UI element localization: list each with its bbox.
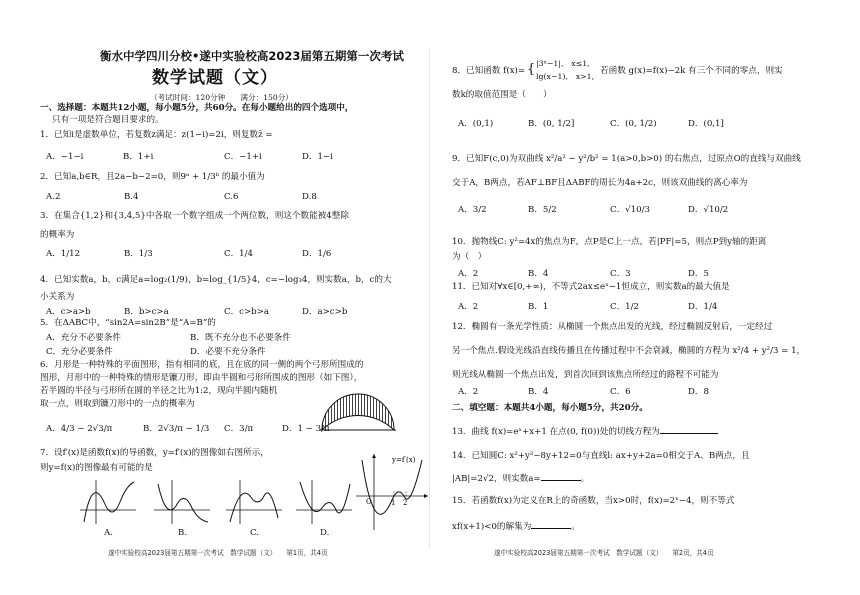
- q12-option-a[interactable]: A．2: [458, 387, 479, 397]
- q6-line2: 图形，月形中的一种特殊的情形是镰刀形，即由半圆和弓形所围成的图形（如下图），: [40, 373, 363, 383]
- q6-line3: 若半圆的半径与弓形所在圆的半径之比为1:2，现向半圆内随机: [40, 386, 278, 396]
- graph-tick-1: 1: [391, 499, 396, 507]
- q4-text2: 小关系为: [40, 292, 75, 302]
- q4-option-c[interactable]: C．c>b>a: [224, 307, 270, 317]
- q2-option-d[interactable]: D.8: [302, 192, 317, 202]
- footer-right: 遂中实验校高2023届第五期第一次考试 数学试题（文） 第2页，共4页: [494, 549, 714, 557]
- q11-option-c[interactable]: C．1/2: [610, 302, 639, 312]
- q14-answer-blank[interactable]: [541, 472, 581, 481]
- q5-option-c[interactable]: C．充分必要条件: [46, 347, 113, 357]
- q10-text: 10．抛物线C: y²=4x的焦点为F，点P是C上一点，若|PF|=5，则点P到y轴的距离: [452, 237, 767, 247]
- q12-option-c[interactable]: C．6: [610, 387, 631, 397]
- q7-label-c: C.: [250, 528, 260, 538]
- q14-text: 14．已知圆C: x²+y²−8y+12=0与直线l: ax+y+2a=0相交于A、B两点，且: [452, 451, 750, 461]
- q9-option-d[interactable]: D．√10/2: [688, 205, 729, 215]
- q1-option-c[interactable]: C．−1+i: [224, 152, 262, 162]
- exam-title: 衡水中学四川分校•遂中实验校高2023届第五期第一次考试: [100, 49, 404, 63]
- q11-option-a[interactable]: A．2: [458, 302, 479, 312]
- q3-option-b[interactable]: B．1/3: [124, 249, 153, 259]
- q14-tail: 。: [580, 474, 590, 484]
- q5-option-b[interactable]: B．既不充分也不必要条件: [190, 333, 291, 343]
- q3-text2: 的概率为: [40, 230, 75, 240]
- q12-line2: 另一个焦点.假设光线沿直线传播且在传播过程中不会衰减，椭圆的方程为 x²/4 + y²/3 = 1，: [452, 346, 806, 356]
- q2-text: 2．已知a,b∈R，且2a−b−2=0，则9ᵃ + 1/3ᵇ 的最小值为: [40, 172, 265, 182]
- q7-graph-a[interactable]: [78, 478, 138, 526]
- q2-option-b[interactable]: B.4: [124, 192, 139, 202]
- q10-option-a[interactable]: A．2: [458, 269, 479, 279]
- section1-heading2: 只有一项是符合题目要求的。: [52, 115, 164, 125]
- q10-option-d[interactable]: D．5: [688, 269, 709, 279]
- q1-option-d[interactable]: D．1−i: [302, 152, 333, 162]
- q8-option-a[interactable]: A．(0,1): [458, 119, 494, 129]
- q12-line3: 则光线从椭圆一个焦点出发，到首次回到该焦点所经过的路程不可能为: [452, 370, 719, 380]
- q7-text2: 则y=f(x)的图像最有可能的是: [40, 463, 153, 473]
- q7-graph-d[interactable]: [294, 478, 354, 526]
- graph-origin-label: O: [366, 498, 372, 506]
- q1-option-a[interactable]: A．−1−i: [46, 152, 84, 162]
- q12-option-d[interactable]: D．8: [688, 387, 709, 397]
- section1-heading-text: 一、选择题：本题共12小题，每小题5分，共60分。在每小题给出的四个选项中，: [40, 103, 354, 113]
- q7-graph-b[interactable]: [152, 478, 212, 526]
- q10-text2: 为（ ）: [452, 252, 487, 262]
- q7-label-d: D.: [320, 528, 330, 538]
- q11-option-b[interactable]: B．1: [528, 302, 549, 312]
- q6-line1: 6．月形是一种特殊的平面图形，指有相同的底，且在底的同一侧的两个弓形所围成的: [40, 360, 364, 370]
- q7-label-a: A.: [104, 528, 113, 538]
- q9-option-c[interactable]: C．√10/3: [610, 205, 650, 215]
- q14-text2: [452, 472, 589, 485]
- q15-text2: [452, 520, 580, 533]
- section1-heading: [40, 103, 354, 114]
- q6-option-c[interactable]: C．3/π: [224, 424, 254, 434]
- footer-left: 遂中实验校高2023届第五期第一次考试 数学试题（文） 第1页，共4页: [108, 549, 328, 557]
- q5-option-d[interactable]: D．必要不充分条件: [190, 347, 266, 357]
- q2-option-c[interactable]: C.6: [224, 192, 239, 202]
- subject-title: 数学试题（文）: [152, 68, 278, 88]
- q10-option-c[interactable]: C．3: [610, 269, 631, 279]
- q9-option-b[interactable]: B．5/2: [528, 205, 557, 215]
- q2-option-a[interactable]: A.2: [46, 192, 61, 202]
- q7-graph-c[interactable]: [224, 478, 284, 526]
- q10-option-b[interactable]: B．4: [528, 269, 549, 279]
- q13-text-body: 13．曲线 f(x)=eˣ+x+1 在点(0, f(0))处的切线方程为: [452, 427, 660, 437]
- q6-option-b[interactable]: B．2√3/π − 1/3: [143, 424, 210, 434]
- sickle-figure: [318, 386, 398, 436]
- q12-option-b[interactable]: B．4: [528, 387, 549, 397]
- q4-option-d[interactable]: D．a>c>b: [302, 307, 348, 317]
- q15-text2-body: xf(x+1)<0的解集为: [452, 522, 532, 532]
- exam-info: （考试时间：120分钟 满分：150分）: [150, 93, 293, 102]
- q3-option-c[interactable]: C．1/4: [224, 249, 253, 259]
- q8-piece1: |3ˣ−1|, x≤1,: [536, 59, 590, 68]
- q8-option-b[interactable]: B．(0, 1/2]: [528, 119, 575, 129]
- q8-lead: 8．已知函数 f(x)=: [452, 66, 526, 76]
- q4-option-a[interactable]: A．c>a>b: [46, 307, 91, 317]
- q9-text: 9．已知F(c,0)为双曲线 x²/a² − y²/b² = 1(a>0,b>0) 的右焦点，过原点O的直线与双曲线: [452, 154, 801, 164]
- q9-option-a[interactable]: A．3/2: [458, 205, 487, 215]
- q14-text2-body: |AB|=2√2，则实数a=: [452, 474, 541, 484]
- q7-label-b: B.: [178, 528, 188, 538]
- q13-answer-blank[interactable]: [660, 425, 718, 434]
- q13-text: [452, 425, 718, 438]
- q5-option-a[interactable]: A．充分不必要条件: [46, 333, 121, 343]
- q15-text: 15．若函数f(x)为定义在R上的奇函数，当x>0时，f(x)=2ˣ−4，则不等式: [452, 496, 735, 506]
- q8-option-c[interactable]: C．(0, 1/2): [610, 119, 657, 129]
- q8-option-d[interactable]: D．(0,1]: [688, 119, 724, 129]
- q15-answer-blank[interactable]: [531, 520, 571, 529]
- q6-option-a[interactable]: A．4/3 − 2√3/π: [46, 424, 113, 434]
- q4-text: 4．已知实数a，b，c满足a=log₂(1/9)，b=log_{1/5}4，c=−log₃4，则实数a，b，c的大: [40, 275, 392, 285]
- q6-option-d[interactable]: D．1 − 3/π: [282, 424, 330, 434]
- graph-tick-2: 2: [403, 499, 408, 507]
- q12-line1: 12．椭圆有一条光学性质：从椭圆一个焦点出发的光线，经过椭圆反射后，一定经过: [452, 322, 773, 332]
- right-page: [430, 0, 860, 595]
- q9-text2: 交于A，B两点，若AF⊥BF且ΔABF的周长为4a+2c，则该双曲线的离心率为: [452, 178, 748, 188]
- q8-tail: 若函数 g(x)=f(x)−2k 有三个不同的零点，则实: [600, 66, 783, 76]
- q15-tail: 。: [571, 522, 580, 532]
- graph-function-label: y=f′(x): [392, 456, 416, 464]
- q5-text: 5．在ΔABC中，“sin2A=sin2B”是“A=B”的: [40, 318, 216, 328]
- q3-text: 3．在集合{1,2}和{3,4,5}中各取一个数字组成一个两位数，则这个数能被4整除: [40, 211, 349, 221]
- q11-text: 11．已知对∀x∈[0,+∞)，不等式2ax≤eˣ−1恒成立，则实数a的最大值是: [452, 282, 730, 292]
- q6-line4: 取一点，则取到镰刀形中的一点的概率为: [40, 399, 195, 409]
- q3-option-d[interactable]: D．1/6: [302, 249, 332, 259]
- q8-brace: {: [527, 62, 536, 77]
- q11-option-d[interactable]: D．1/4: [688, 302, 718, 312]
- derivative-graph: [352, 450, 430, 532]
- q1-option-b[interactable]: B．1+i: [123, 152, 154, 162]
- q8-text2: 数k的取值范围是（ ）: [452, 90, 552, 100]
- q3-option-a[interactable]: A．1/12: [46, 249, 81, 259]
- q1-text: 1．已知i是虚数单位，若复数z满足：z(1−i)=2i，则复数z̄ =: [40, 130, 273, 140]
- q7-text: 7．设f′(x)是函数f(x)的导函数，y=f′(x)的图像如右图所示，: [40, 448, 269, 458]
- q8-piece2: lg(x−1), x>1,: [536, 72, 595, 81]
- q4-option-b[interactable]: B．b>c>a: [124, 307, 169, 317]
- section2-heading: 二、填空题：本题共4小题，每小题5分，共20分。: [452, 403, 648, 413]
